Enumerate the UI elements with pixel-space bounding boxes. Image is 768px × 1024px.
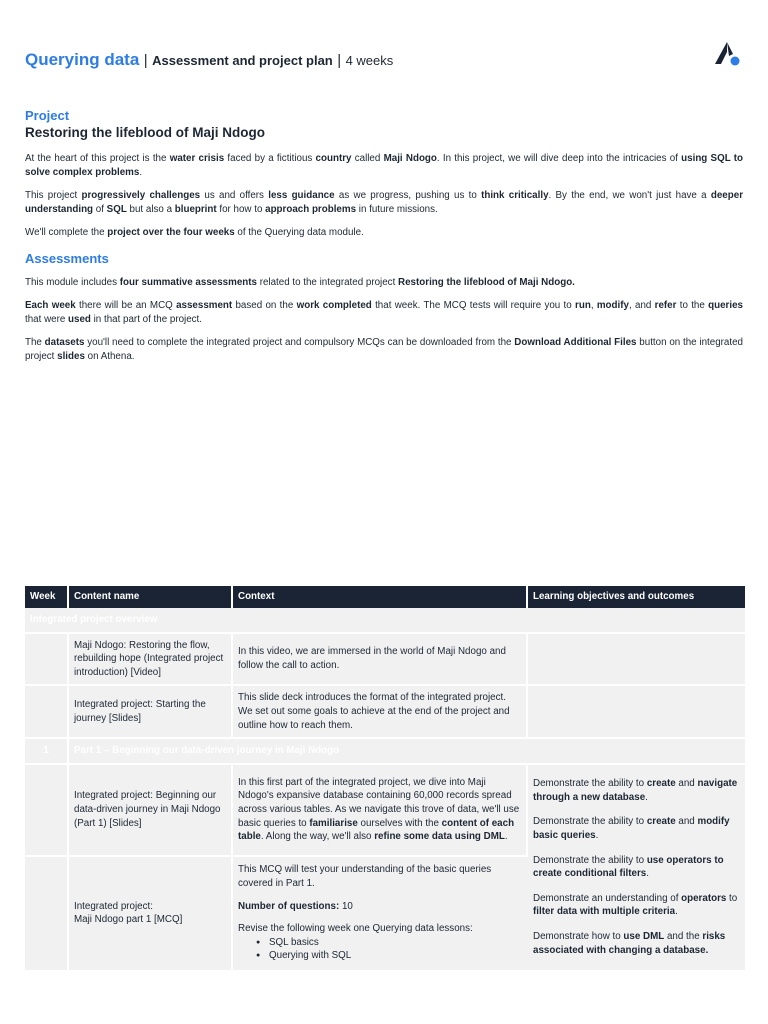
header-duration: 4 weeks <box>345 53 394 68</box>
content-name-cell: Maji Ndogo: Restoring the flow, rebuilding hope (Integrated project introduction) [Video] <box>68 633 232 686</box>
section-label-part1: Part 1 – Beginning our data-driven journey in Maji Ndogo <box>68 738 745 764</box>
list-item: ● SQL basics <box>256 936 522 950</box>
column-header-objectives: Learning objectives and outcomes <box>527 586 745 608</box>
brand-logo-icon <box>711 38 743 70</box>
mcq-description: This MCQ will test your understanding of the basic queries covered in Part 1. <box>238 864 492 890</box>
context-cell: In this first part of the integrated project, we dive into Maji Ndogo's expansive database containing 60,000 records spread across various tables. As we navigate this trove of data, we'll use basic queries to familiarise ourselves with the content of each table. Along the way, we'll also refine some data using DML. <box>232 764 527 856</box>
context-cell <box>232 856 527 971</box>
content-name-cell: Integrated project: Beginning our data-driven journey in Maji Ndogo (Part 1) [Slides] <box>68 764 232 856</box>
section-label-overview: Integrated project overview <box>25 608 745 633</box>
table-row <box>25 685 745 738</box>
header-subtitle: Assessment and project plan <box>152 53 333 68</box>
objectives-cell <box>527 764 745 971</box>
column-header-week: Week <box>25 586 68 608</box>
objective-item: Demonstrate the ability to use operators to create conditional filters. <box>533 854 724 880</box>
section-row-overview <box>25 608 745 633</box>
content-name-cell: Integrated project: Maji Ndogo part 1 [MCQ] <box>68 856 232 971</box>
assessments-section-label: Assessments <box>25 251 109 266</box>
table-row <box>25 633 745 686</box>
objective-item: Demonstrate how to use DML and the risks associated with changing a database. <box>533 931 726 956</box>
content-name-cell: Integrated project: Starting the journey [Slides] <box>68 685 232 738</box>
table-header-row <box>25 586 745 608</box>
project-title: Restoring the lifeblood of Maji Ndogo <box>25 125 265 140</box>
list-item: ● Querying with SQL <box>256 949 522 963</box>
context-cell: In this video, we are immersed in the world of Maji Ndogo and follow the call to action. <box>232 633 527 686</box>
context-cell: This slide deck introduces the format of the integrated project. We set out some goals to achieve at the end of the project and outline how to reach them. <box>232 685 527 738</box>
assessments-intro-paragraph: This module includes four summative assessments related to the integrated project Restoring the lifeblood of Maji Ndogo. <box>25 277 575 288</box>
week-cell <box>25 764 68 856</box>
project-challenge-paragraph: This project progressively challenges us and offers less guidance as we progress, pushing us to think critically. By the end, we won't just have a deeper understanding of SQL but also a blueprint for how to approach problems in future missions. <box>25 190 744 215</box>
week-cell <box>25 633 68 686</box>
column-header-context: Context <box>232 586 527 608</box>
week-cell <box>25 685 68 738</box>
project-intro-paragraph: At the heart of this project is the water crisis faced by a fictitious country called Maji Ndogo. In this project, we will dive deep into the intricacies of using SQL to solve complex problems. <box>25 153 743 178</box>
header-separator: | <box>337 52 342 69</box>
project-plan-table <box>25 586 745 972</box>
section-row-part1 <box>25 738 745 764</box>
header-separator: | <box>143 52 148 69</box>
objective-item: Demonstrate an understanding of operators to filter data with multiple criteria. <box>533 892 738 918</box>
column-header-content-name: Content name <box>68 586 232 608</box>
revision-note: Revise the following week one Querying data lessons: <box>238 923 473 935</box>
week-cell <box>25 856 68 971</box>
project-section-label: Project <box>25 108 70 123</box>
table-row <box>25 764 745 856</box>
week-number: 1 <box>25 738 68 764</box>
question-count: Number of questions: 10 <box>238 900 353 912</box>
lesson-list <box>238 936 522 963</box>
assessments-weekly-paragraph: Each week there will be an MCQ assessment based on the work completed that week. The MCQ tests will require you to run, modify, and refer to the queries that were used in that part of the project. <box>25 300 743 325</box>
assessments-datasets-paragraph: The datasets you'll need to complete the integrated project and compulsory MCQs can be downloaded from the Download Additional Files button on the integrated project slides on Athena. <box>25 337 743 362</box>
document-header <box>25 50 743 74</box>
objectives-cell <box>527 685 745 738</box>
project-timeline-paragraph: We'll complete the project over the four weeks of the Querying data module. <box>25 227 364 238</box>
module-title: Querying data <box>25 50 140 69</box>
objective-item: Demonstrate the ability to create and navigate through a new database. <box>533 778 738 803</box>
objectives-cell <box>527 633 745 686</box>
objective-item: Demonstrate the ability to create and modify basic queries. <box>533 816 730 842</box>
